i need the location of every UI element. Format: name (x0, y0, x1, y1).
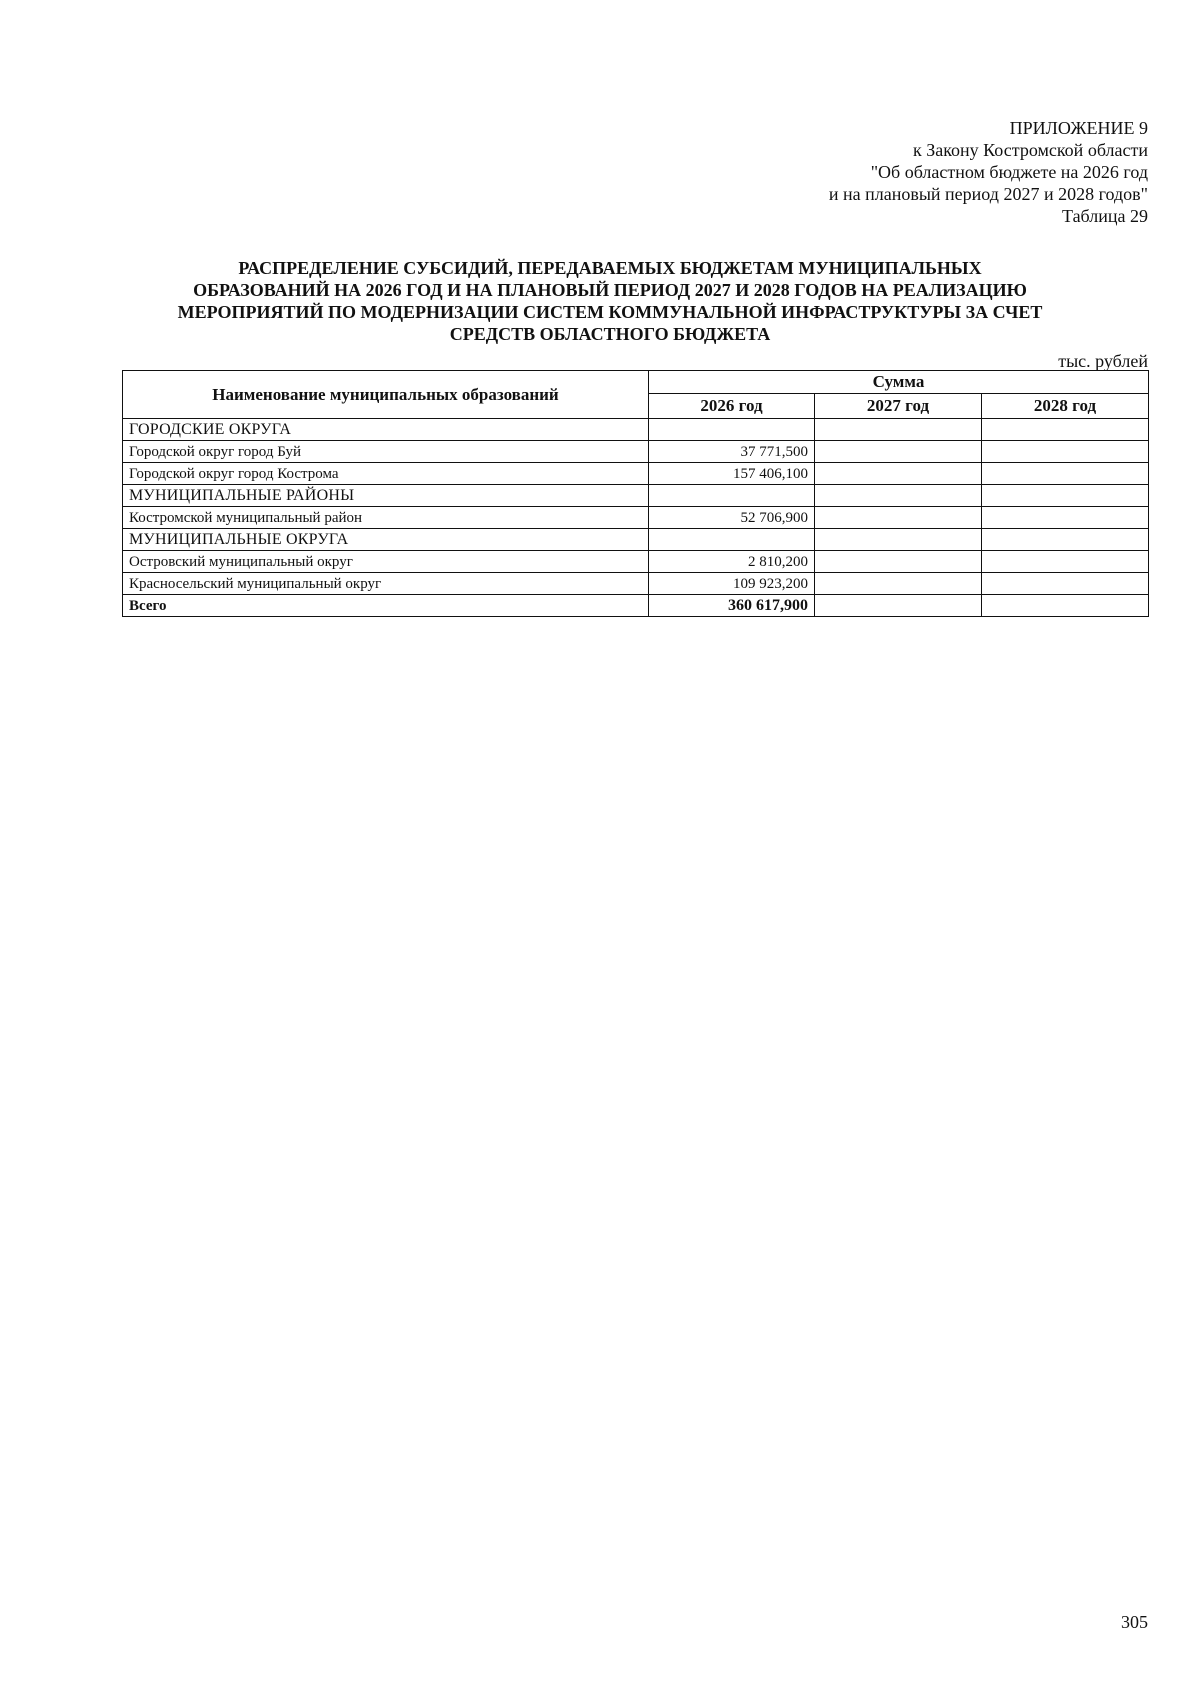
column-header-sum: Сумма (649, 371, 1149, 394)
page-number: 305 (1121, 1612, 1148, 1632)
row-value-2028 (982, 551, 1149, 573)
appendix-period-line: и на плановый период 2027 и 2028 годов" (828, 184, 1148, 204)
row-value-2026: 52 706,900 (649, 507, 815, 529)
table-row (123, 419, 1149, 441)
title-line-4: СРЕДСТВ ОБЛАСТНОГО БЮДЖЕТА (449, 324, 771, 344)
row-value-2027 (815, 573, 982, 595)
row-value-2028 (982, 419, 1149, 441)
row-value-2026: 109 923,200 (649, 573, 815, 595)
row-value-2028 (982, 463, 1149, 485)
row-value-2028 (982, 485, 1149, 507)
row-name: Островский муниципальный округ (123, 551, 649, 573)
row-name: Костромской муниципальный район (123, 507, 649, 529)
row-value-2027 (815, 529, 982, 551)
table-row (123, 573, 1149, 595)
row-value-2028 (982, 507, 1149, 529)
title-line-1: РАСПРЕДЕЛЕНИЕ СУБСИДИЙ, ПЕРЕДАВАЕМЫХ БЮДЖЕТАМ МУНИЦИПАЛЬНЫХ (238, 258, 982, 278)
appendix-header (829, 117, 1148, 227)
table-row (123, 463, 1149, 485)
row-value-2027 (815, 419, 982, 441)
total-value-2026: 360 617,900 (649, 595, 815, 617)
table-row (123, 485, 1149, 507)
table-number: Таблица 29 (1062, 206, 1148, 226)
row-value-2028 (982, 529, 1149, 551)
column-header-2028: 2028 год (982, 394, 1149, 419)
row-value-2026 (649, 529, 815, 551)
row-value-2026 (649, 419, 815, 441)
row-name: МУНИЦИПАЛЬНЫЕ ОКРУГА (123, 529, 649, 551)
row-value-2028 (982, 441, 1149, 463)
row-name: Красносельский муниципальный округ (123, 573, 649, 595)
appendix-law-line: к Закону Костромской области (912, 140, 1148, 160)
units-label: тыс. рублей (1058, 351, 1148, 371)
table-row (123, 507, 1149, 529)
row-value-2026 (649, 485, 815, 507)
column-header-2026: 2026 год (649, 394, 815, 419)
table-row (123, 441, 1149, 463)
subsidy-table (122, 370, 1149, 617)
row-value-2027 (815, 551, 982, 573)
column-header-2027: 2027 год (815, 394, 982, 419)
row-value-2027 (815, 441, 982, 463)
row-value-2026: 2 810,200 (649, 551, 815, 573)
row-name: МУНИЦИПАЛЬНЫЕ РАЙОНЫ (123, 485, 649, 507)
title-line-3: МЕРОПРИЯТИЙ ПО МОДЕРНИЗАЦИИ СИСТЕМ КОММУНАЛЬНОЙ ИНФРАСТРУКТУРЫ ЗА СЧЕТ (177, 302, 1043, 322)
column-header-name: Наименование муниципальных образований (123, 371, 649, 419)
document-title (110, 257, 1110, 345)
total-value-2028 (982, 595, 1149, 617)
row-value-2026: 37 771,500 (649, 441, 815, 463)
appendix-budget-line: "Об областном бюджете на 2026 год (870, 162, 1148, 182)
appendix-label: ПРИЛОЖЕНИЕ 9 (1009, 118, 1148, 138)
row-name: Городской округ город Кострома (123, 463, 649, 485)
row-name: ГОРОДСКИЕ ОКРУГА (123, 419, 649, 441)
title-line-2: ОБРАЗОВАНИЙ НА 2026 ГОД И НА ПЛАНОВЫЙ ПЕРИОД 2027 И 2028 ГОДОВ НА РЕАЛИЗАЦИЮ (193, 280, 1027, 300)
row-value-2026: 157 406,100 (649, 463, 815, 485)
table-row (123, 529, 1149, 551)
total-value-2027 (815, 595, 982, 617)
table-row (123, 551, 1149, 573)
total-label: Всего (123, 595, 649, 617)
row-value-2028 (982, 573, 1149, 595)
row-value-2027 (815, 485, 982, 507)
row-name: Городской округ город Буй (123, 441, 649, 463)
row-value-2027 (815, 507, 982, 529)
row-value-2027 (815, 463, 982, 485)
total-row (123, 595, 1149, 617)
